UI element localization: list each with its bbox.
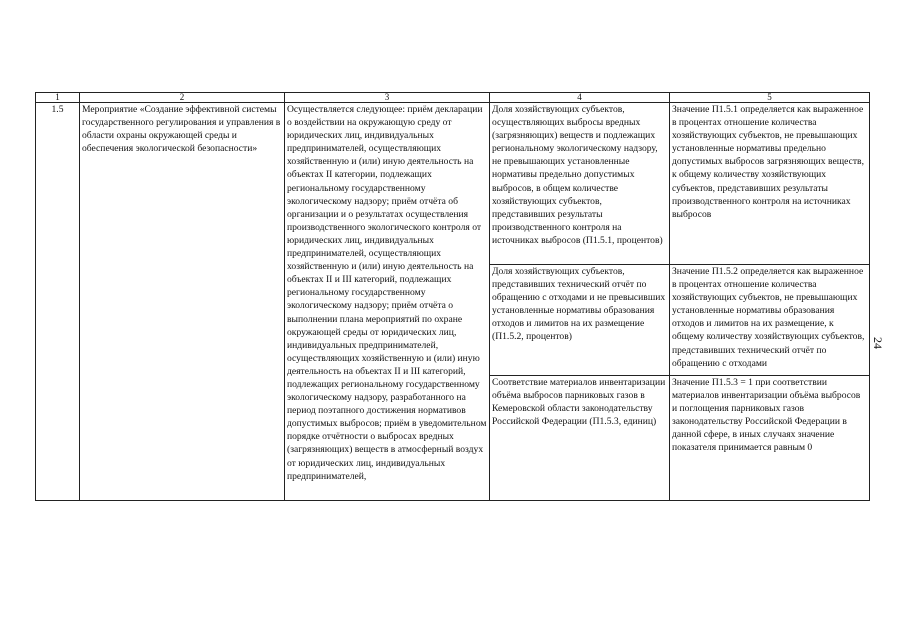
header-cell-1: 1 (36, 93, 80, 103)
indicator-name-cell: Соответствие материалов инвентаризации объёма выбросов парниковых газов в Кемеровской области законодательству Российской Федерации (П1.5.3, единиц) (490, 376, 670, 501)
header-cell-4: 4 (490, 93, 670, 103)
event-cell: Мероприятие «Создание эффективной системы государственного регулирования и управления в области охраны окружающей среды и обеспечения экологической безопасности» (80, 103, 285, 501)
indicator-method-cell: Значение П1.5.1 определяется как выраженное в процентах отношение количества хозяйствующих субъектов, не превышающих установленные нормативы предельно допустимых выбросов загрязняющих веществ, к общему количеству хозяйствующих субъектов, представивших результаты производственного контроля на источниках выбросов (670, 103, 870, 265)
program-table (35, 92, 870, 501)
header-cell-3: 3 (285, 93, 490, 103)
description-cell: Осуществляется следующее: приём декларации о воздействии на окружающую среду от юридических лиц, индивидуальных предпринимателей, осуществляющих хозяйственную и (или) иную деятельность на объектах II категории, подлежащих региональному государственному экологическому надзору; приём отчёта об организации и о результатах осуществления производственного экологического контроля от юридических лиц, индивидуальных предпринимателей, осуществляющих хозяйственную и (или) иную деятельность на объектах II и III категорий, подлежащих региональному государственному экологическому надзору; приём отчёта о выполнении плана мероприятий по охране окружающей среды от юридических лиц, индивидуальных предпринимателей, осуществляющих хозяйственную и (или) иную деятельность на объектах II и III категорий, подлежащих региональному государственному экологическому надзору, разработанного на период поэтапного достижения нормативов допустимых выбросов; приём в уведомительном порядке отчётности о выбросах вредных (загрязняющих) веществ в атмосферный воздух от юридических лиц, индивидуальных предпринимателей, (285, 103, 490, 501)
indicator-name-cell: Доля хозяйствующих субъектов, осуществляющих выбросы вредных (загрязняющих) веществ и подлежащих региональному экологическому надзору, не превышающих установленные нормативы предельно допустимых выбросов, в общем количестве хозяйствующих субъектов, представивших результаты производственного контроля на источниках выбросов (П1.5.1, процентов) (490, 103, 670, 265)
indicator-name-cell: Доля хозяйствующих субъектов, представивших технический отчёт по обращению с отходами и не превысивших установленные нормативы образования отходов и лимитов на их размещение (П1.5.2, процентов) (490, 265, 670, 376)
header-row (36, 93, 870, 103)
row-number: 1.5 (36, 103, 80, 501)
indicator-method-cell: Значение П1.5.2 определяется как выраженное в процентах отношение количества хозяйствующих субъектов, не превышающих установленные нормативы образования отходов и лимитов на их размещение, к общему количеству хозяйствующих субъектов, представивших технический отчёт по обращению с отходами (670, 265, 870, 376)
page-number: 24 (871, 337, 885, 349)
table-row (36, 103, 870, 265)
header-cell-2: 2 (80, 93, 285, 103)
indicator-method-cell: Значение П1.5.3 = 1 при соответствии материалов инвентаризации объёма выбросов и поглощения парниковых газов законодательству Российской Федерации в данной сфере, в иных случаях значение показателя принимается равным 0 (670, 376, 870, 501)
header-cell-5: 5 (670, 93, 870, 103)
